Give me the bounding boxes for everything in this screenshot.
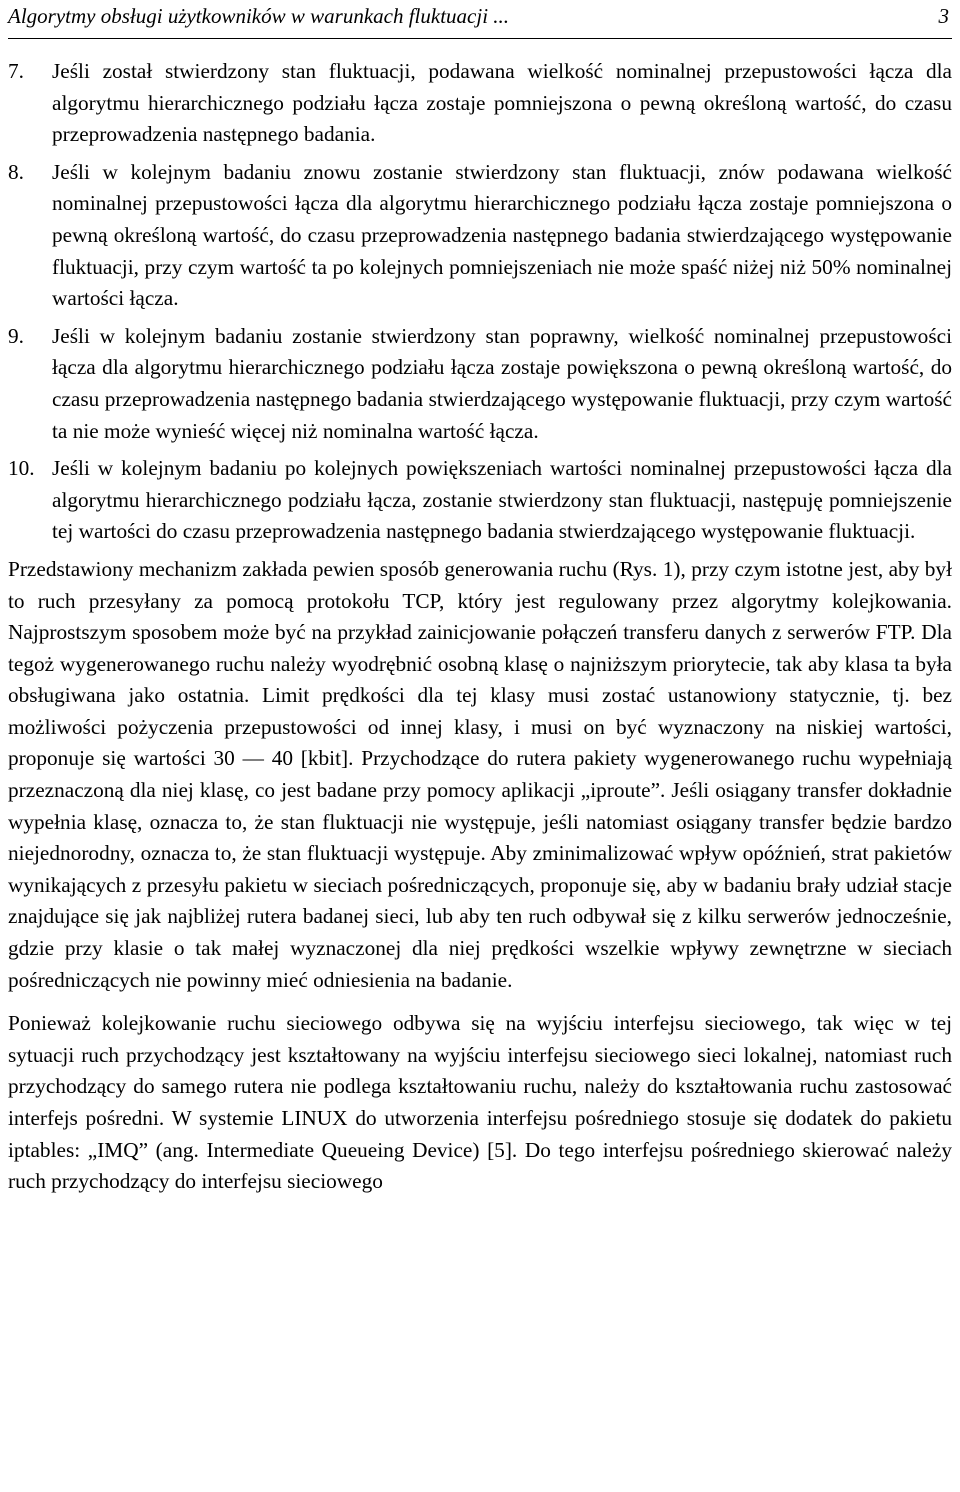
list-item-text: Jeśli został stwierdzony stan fluktuacji, podawana wielkość nominalnej przepustowości łącza dla algorytmu hierarchicznego podziału łącza zostaje pomniejszona o pewną określoną wartość, do czasu przeprowadzenia następnego badania. — [52, 59, 952, 147]
list-item — [8, 453, 952, 548]
list-item — [8, 157, 952, 315]
running-header — [8, 0, 952, 39]
list-item-number: 7. — [8, 59, 24, 83]
header-title: Algorytmy obsługi użytkowników w warunkach fluktuacji ... — [8, 4, 510, 28]
page-number: 3 — [938, 4, 949, 28]
list-item — [8, 321, 952, 447]
list-item-text: Jeśli w kolejnym badaniu po kolejnych powiększeniach wartości nominalnej przepustowości łącza dla algorytmu hierarchicznego podziału łącza, zostanie stwierdzony stan fluktuacji, następuję pomniejszenie tej wartości do czasu przeprowadzenia następnego badania stwierdzającego występowanie fluktuacji. — [52, 456, 952, 544]
list-item-number: 9. — [8, 323, 24, 348]
document-page — [8, 0, 952, 1204]
list-item-text: Jeśli w kolejnym badaniu zostanie stwierdzony stan poprawny, wielkość nominalnej przepustowości łącza dla algorytmu hierarchicznego podziału łącza zostaje powiększona o pewną określoną wartość, do czasu przeprowadzenia następnego badania stwierdzającego występowanie fluktuacji, przy czym wartość ta nie może wynieść więcej niż nominalna wartość łącza. — [52, 323, 952, 443]
body-paragraph: Ponieważ kolejkowanie ruchu sieciowego odbywa się na wyjściu interfejsu sieciowego, tak więc w tej sytuacji ruch przychodzący jest kształtowany na wyjściu interfejsu sieciowego sieci lokalnej, natomiast ruch przychodzący do samego rutera nie podlega kształtowaniu ruchu, należy do kształtowania ruchu zastosować interfejs pośredni. W systemie LINUX do utworzenia interfejsu pośredniego stosuje się dodatek do pakietu iptables: „IMQ” (ang. Intermediate Queueing Device) [5]. Do tego interfejsu pośredniego skierować należy ruch przychodzący do interfejsu sieciowego — [8, 1011, 952, 1194]
list-item-text: Jeśli w kolejnym badaniu znowu zostanie stwierdzony stan fluktuacji, znów podawana wielkość nominalnej przepustowości łącza dla algorytmu hierarchicznego podziału łącza zostaje pomniejszona o pewną określoną wartość, do czasu przeprowadzenia następnego badania stwierdzającego występowanie fluktuacji, przy czym wartość ta po kolejnych pomniejszeniach nie może spaść niżej niż 50% nominalnej wartości łącza. — [52, 159, 952, 311]
body-paragraph: Przedstawiony mechanizm zakłada pewien sposób generowania ruchu (Rys. 1), przy czym istotne jest, aby był to ruch przesyłany za pomocą protokołu TCP, który jest regulowany przez algorytmy kolejkowania. Najprostszym sposobem może być na przykład zainicjowanie połączeń transferu danych z serwerów FTP. Dla tegoż wygenerowanego ruchu należy wyodrębnić osobną klasę o najniższym priorytecie, tak aby klasa ta była obsługiwana jako ostatnia. Limit prędkości dla tej klasy musi zostać ustanowiony statycznie, tj. bez możliwości pożyczenia przepustowości od innej klasy, i musi on być wyznaczony na niskiej wartości, proponuje się wartości 30 — 40 [kbit]. Przychodzące do rutera pakiety wygenerowanego ruchu wypełniają przeznaczoną dla niej klasę, co jest badane przy pomocy aplikacji „iproute”. Jeśli osiągany transfer dokładnie wypełnia klasę, oznacza to, że stan fluktuacji nie występuje, jeśli natomiast osiągany transfer będzie bardzo niejednorodny, oznacza to, że stan fluktuacji występuje. Aby zminimalizować wpływ opóźnień, strat pakietów wynikających z przesyłu pakietu w sieciach pośredniczących, proponuje się, aby w badaniu brały udział stacje znajdujące się jak najbliżej rutera badanej sieci, lub aby ten ruch odbywał się z kilku serwerów jednocześnie, gdzie przy klasie o tak małej wyznaczonej dla niej prędkości wszelkie wpływy zewnętrzne w sieciach pośredniczących nie powinny mieć odniesienia na badanie. — [8, 556, 952, 992]
list-item — [8, 56, 952, 151]
numbered-list — [8, 56, 952, 548]
list-item-number: 8. — [8, 159, 24, 184]
list-item-number: 10. — [8, 456, 35, 481]
